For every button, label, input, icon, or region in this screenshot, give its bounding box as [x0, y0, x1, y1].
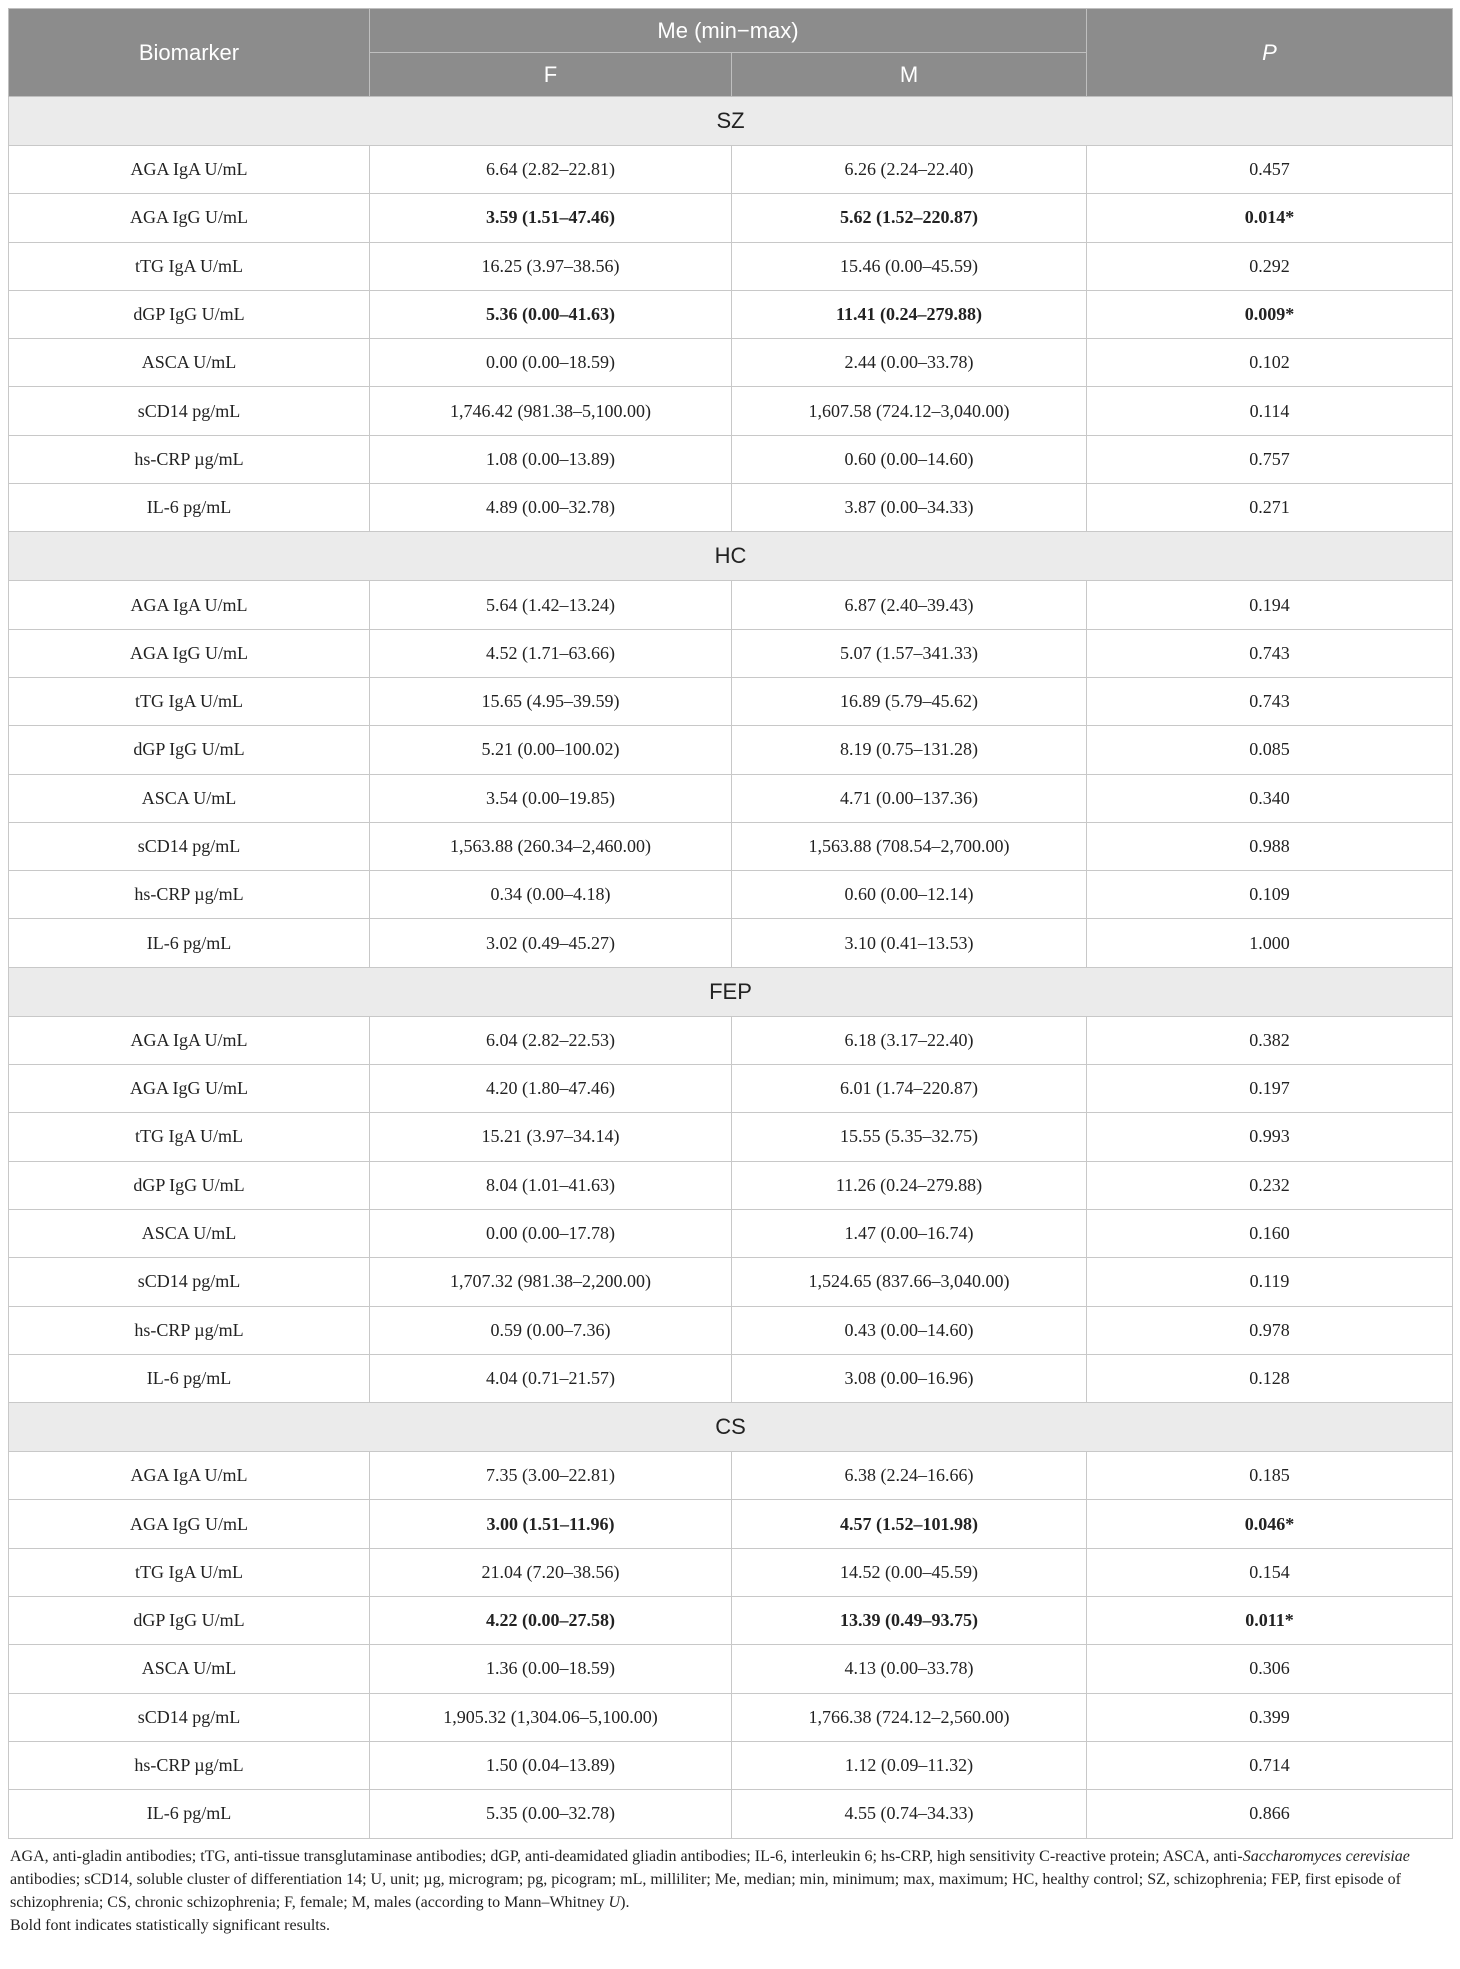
- female-value-cell: 0.00 (0.00–17.78): [370, 1209, 732, 1257]
- p-value-cell: 1.000: [1087, 919, 1453, 967]
- p-value-cell: 0.011*: [1087, 1597, 1453, 1645]
- female-value-cell: 5.64 (1.42–13.24): [370, 581, 732, 629]
- male-value-cell: 1.12 (0.09–11.32): [732, 1741, 1087, 1789]
- table-row: [9, 484, 1453, 532]
- p-value-cell: 0.340: [1087, 774, 1453, 822]
- p-value-cell: 0.160: [1087, 1209, 1453, 1257]
- footnote-text-1: AGA, anti-gladin antibodies; tTG, anti-tissue transglutaminase antibodies; dGP, anti-deamidated gliadin antibodies; IL-6, interleukin 6; hs-CRP, high sensitivity C-reactive protein; ASCA, anti-: [10, 1847, 1243, 1865]
- biomarker-cell: IL-6 pg/mL: [9, 1354, 370, 1402]
- table-row: [9, 677, 1453, 725]
- group-label: SZ: [9, 97, 1453, 146]
- p-value-cell: 0.743: [1087, 677, 1453, 725]
- male-value-cell: 14.52 (0.00–45.59): [732, 1548, 1087, 1596]
- p-value-cell: 0.194: [1087, 581, 1453, 629]
- biomarker-cell: sCD14 pg/mL: [9, 387, 370, 435]
- table-row: [9, 1693, 1453, 1741]
- table-row: [9, 1016, 1453, 1064]
- biomarker-cell: IL-6 pg/mL: [9, 919, 370, 967]
- group-row-fep: [9, 967, 1453, 1016]
- biomarker-cell: tTG IgA U/mL: [9, 242, 370, 290]
- table-row: [9, 387, 1453, 435]
- table-row: [9, 1161, 1453, 1209]
- female-value-cell: 6.64 (2.82–22.81): [370, 146, 732, 194]
- female-value-cell: 1.08 (0.00–13.89): [370, 435, 732, 483]
- male-value-cell: 6.87 (2.40–39.43): [732, 581, 1087, 629]
- biomarker-cell: sCD14 pg/mL: [9, 1693, 370, 1741]
- female-value-cell: 4.52 (1.71–63.66): [370, 629, 732, 677]
- biomarker-cell: ASCA U/mL: [9, 774, 370, 822]
- female-value-cell: 6.04 (2.82–22.53): [370, 1016, 732, 1064]
- header-me-range: Me (min−max): [370, 9, 1087, 53]
- footnote-text-3: ).: [620, 1893, 630, 1911]
- p-value-cell: 0.119: [1087, 1258, 1453, 1306]
- female-value-cell: 1.36 (0.00–18.59): [370, 1645, 732, 1693]
- biomarker-cell: AGA IgG U/mL: [9, 194, 370, 242]
- male-value-cell: 8.19 (0.75–131.28): [732, 726, 1087, 774]
- p-value-cell: 0.382: [1087, 1016, 1453, 1064]
- male-value-cell: 1,607.58 (724.12–3,040.00): [732, 387, 1087, 435]
- table-row: [9, 1548, 1453, 1596]
- male-value-cell: 5.07 (1.57–341.33): [732, 629, 1087, 677]
- table-row: [9, 242, 1453, 290]
- p-value-cell: 0.085: [1087, 726, 1453, 774]
- table-row: [9, 339, 1453, 387]
- header-male: M: [732, 53, 1087, 97]
- footnote-italic-u: U: [608, 1893, 621, 1911]
- female-value-cell: 1,563.88 (260.34–2,460.00): [370, 822, 732, 870]
- female-value-cell: 0.00 (0.00–18.59): [370, 339, 732, 387]
- p-value-cell: 0.306: [1087, 1645, 1453, 1693]
- table-row: [9, 435, 1453, 483]
- table-row: [9, 1354, 1453, 1402]
- male-value-cell: 6.38 (2.24–16.66): [732, 1452, 1087, 1500]
- table-row: [9, 1209, 1453, 1257]
- male-value-cell: 11.41 (0.24–279.88): [732, 290, 1087, 338]
- table-row: [9, 146, 1453, 194]
- biomarker-cell: IL-6 pg/mL: [9, 1790, 370, 1838]
- p-value-cell: 0.292: [1087, 242, 1453, 290]
- p-value-cell: 0.757: [1087, 435, 1453, 483]
- biomarker-cell: tTG IgA U/mL: [9, 1548, 370, 1596]
- female-value-cell: 15.65 (4.95–39.59): [370, 677, 732, 725]
- biomarker-cell: tTG IgA U/mL: [9, 1113, 370, 1161]
- male-value-cell: 4.57 (1.52–101.98): [732, 1500, 1087, 1548]
- male-value-cell: 6.18 (3.17–22.40): [732, 1016, 1087, 1064]
- biomarker-table-container: [8, 8, 1452, 1937]
- group-row-sz: [9, 97, 1453, 146]
- female-value-cell: 4.89 (0.00–32.78): [370, 484, 732, 532]
- table-row: [9, 1306, 1453, 1354]
- female-value-cell: 4.04 (0.71–21.57): [370, 1354, 732, 1402]
- male-value-cell: 1,563.88 (708.54–2,700.00): [732, 822, 1087, 870]
- biomarker-cell: IL-6 pg/mL: [9, 484, 370, 532]
- biomarker-cell: sCD14 pg/mL: [9, 1258, 370, 1306]
- table-row: [9, 1741, 1453, 1789]
- biomarker-cell: AGA IgA U/mL: [9, 146, 370, 194]
- male-value-cell: 6.26 (2.24–22.40): [732, 146, 1087, 194]
- group-label: FEP: [9, 967, 1453, 1016]
- female-value-cell: 15.21 (3.97–34.14): [370, 1113, 732, 1161]
- table-body: [9, 97, 1453, 1839]
- female-value-cell: 16.25 (3.97–38.56): [370, 242, 732, 290]
- table-row: [9, 822, 1453, 870]
- biomarker-cell: ASCA U/mL: [9, 1645, 370, 1693]
- table-row: [9, 1645, 1453, 1693]
- male-value-cell: 3.87 (0.00–34.33): [732, 484, 1087, 532]
- header-biomarker: Biomarker: [9, 9, 370, 97]
- male-value-cell: 0.60 (0.00–14.60): [732, 435, 1087, 483]
- table-row: [9, 1258, 1453, 1306]
- male-value-cell: 4.13 (0.00–33.78): [732, 1645, 1087, 1693]
- p-value-cell: 0.866: [1087, 1790, 1453, 1838]
- male-value-cell: 15.46 (0.00–45.59): [732, 242, 1087, 290]
- table-row: [9, 1065, 1453, 1113]
- group-label: CS: [9, 1403, 1453, 1452]
- male-value-cell: 4.71 (0.00–137.36): [732, 774, 1087, 822]
- p-value-cell: 0.993: [1087, 1113, 1453, 1161]
- male-value-cell: 4.55 (0.74–34.33): [732, 1790, 1087, 1838]
- biomarker-cell: AGA IgA U/mL: [9, 1452, 370, 1500]
- biomarker-cell: AGA IgG U/mL: [9, 1500, 370, 1548]
- female-value-cell: 3.59 (1.51–47.46): [370, 194, 732, 242]
- biomarker-cell: dGP IgG U/mL: [9, 1161, 370, 1209]
- group-row-hc: [9, 532, 1453, 581]
- female-value-cell: 5.21 (0.00–100.02): [370, 726, 732, 774]
- female-value-cell: 5.36 (0.00–41.63): [370, 290, 732, 338]
- biomarker-cell: hs-CRP µg/mL: [9, 1306, 370, 1354]
- male-value-cell: 1,524.65 (837.66–3,040.00): [732, 1258, 1087, 1306]
- male-value-cell: 11.26 (0.24–279.88): [732, 1161, 1087, 1209]
- p-value-cell: 0.271: [1087, 484, 1453, 532]
- table-row: [9, 871, 1453, 919]
- table-footnote: [8, 1845, 1452, 1937]
- male-value-cell: 13.39 (0.49–93.75): [732, 1597, 1087, 1645]
- p-value-cell: 0.197: [1087, 1065, 1453, 1113]
- footnote-abbreviations: [10, 1845, 1452, 1914]
- p-value-cell: 0.185: [1087, 1452, 1453, 1500]
- group-label: HC: [9, 532, 1453, 581]
- female-value-cell: 0.59 (0.00–7.36): [370, 1306, 732, 1354]
- female-value-cell: 1,707.32 (981.38–2,200.00): [370, 1258, 732, 1306]
- p-value-cell: 0.154: [1087, 1548, 1453, 1596]
- female-value-cell: 1,905.32 (1,304.06–5,100.00): [370, 1693, 732, 1741]
- male-value-cell: 5.62 (1.52–220.87): [732, 194, 1087, 242]
- biomarker-cell: hs-CRP µg/mL: [9, 1741, 370, 1789]
- p-value-cell: 0.009*: [1087, 290, 1453, 338]
- table-row: [9, 774, 1453, 822]
- male-value-cell: 0.43 (0.00–14.60): [732, 1306, 1087, 1354]
- p-value-cell: 0.232: [1087, 1161, 1453, 1209]
- male-value-cell: 0.60 (0.00–12.14): [732, 871, 1087, 919]
- biomarker-cell: dGP IgG U/mL: [9, 290, 370, 338]
- table-row: [9, 1500, 1453, 1548]
- male-value-cell: 3.08 (0.00–16.96): [732, 1354, 1087, 1402]
- female-value-cell: 4.20 (1.80–47.46): [370, 1065, 732, 1113]
- p-value-cell: 0.102: [1087, 339, 1453, 387]
- footnote-text-2: antibodies; sCD14, soluble cluster of differentiation 14; U, unit; µg, microgram; pg, picogram; mL, milliliter; Me, median; min, minimum; max, maximum; HC, healthy control; SZ, schizophrenia; FEP, first episode of schizophrenia; CS, chronic schizophrenia; F, female; M, males (according to Mann–Whitney: [10, 1870, 1401, 1911]
- biomarker-table: [8, 8, 1453, 1839]
- footnote-italic-species: Saccharomyces cerevisiae: [1242, 1847, 1410, 1865]
- male-value-cell: 1.47 (0.00–16.74): [732, 1209, 1087, 1257]
- biomarker-cell: AGA IgA U/mL: [9, 1016, 370, 1064]
- biomarker-cell: ASCA U/mL: [9, 1209, 370, 1257]
- female-value-cell: 3.02 (0.49–45.27): [370, 919, 732, 967]
- p-value-cell: 0.109: [1087, 871, 1453, 919]
- biomarker-cell: hs-CRP µg/mL: [9, 871, 370, 919]
- biomarker-cell: hs-CRP µg/mL: [9, 435, 370, 483]
- p-value-cell: 0.114: [1087, 387, 1453, 435]
- table-row: [9, 290, 1453, 338]
- biomarker-cell: AGA IgG U/mL: [9, 1065, 370, 1113]
- p-value-cell: 0.399: [1087, 1693, 1453, 1741]
- p-value-cell: 0.046*: [1087, 1500, 1453, 1548]
- male-value-cell: 16.89 (5.79–45.62): [732, 677, 1087, 725]
- male-value-cell: 1,766.38 (724.12–2,560.00): [732, 1693, 1087, 1741]
- male-value-cell: 6.01 (1.74–220.87): [732, 1065, 1087, 1113]
- group-row-cs: [9, 1403, 1453, 1452]
- p-value-cell: 0.457: [1087, 146, 1453, 194]
- biomarker-cell: AGA IgG U/mL: [9, 629, 370, 677]
- p-value-cell: 0.014*: [1087, 194, 1453, 242]
- p-value-cell: 0.128: [1087, 1354, 1453, 1402]
- male-value-cell: 15.55 (5.35–32.75): [732, 1113, 1087, 1161]
- female-value-cell: 21.04 (7.20–38.56): [370, 1548, 732, 1596]
- biomarker-cell: dGP IgG U/mL: [9, 1597, 370, 1645]
- p-value-cell: 0.978: [1087, 1306, 1453, 1354]
- biomarker-cell: dGP IgG U/mL: [9, 726, 370, 774]
- table-row: [9, 1113, 1453, 1161]
- table-header: [9, 9, 1453, 97]
- header-p-value: P: [1087, 9, 1453, 97]
- female-value-cell: 7.35 (3.00–22.81): [370, 1452, 732, 1500]
- table-row: [9, 1452, 1453, 1500]
- table-row: [9, 726, 1453, 774]
- female-value-cell: 8.04 (1.01–41.63): [370, 1161, 732, 1209]
- p-value-cell: 0.714: [1087, 1741, 1453, 1789]
- table-row: [9, 194, 1453, 242]
- female-value-cell: 3.00 (1.51–11.96): [370, 1500, 732, 1548]
- footnote-bold-note: Bold font indicates statistically significant results.: [10, 1916, 330, 1934]
- female-value-cell: 3.54 (0.00–19.85): [370, 774, 732, 822]
- p-value-cell: 0.743: [1087, 629, 1453, 677]
- biomarker-cell: AGA IgA U/mL: [9, 581, 370, 629]
- p-value-cell: 0.988: [1087, 822, 1453, 870]
- table-row: [9, 1790, 1453, 1838]
- biomarker-cell: ASCA U/mL: [9, 339, 370, 387]
- table-row: [9, 919, 1453, 967]
- female-value-cell: 5.35 (0.00–32.78): [370, 1790, 732, 1838]
- male-value-cell: 2.44 (0.00–33.78): [732, 339, 1087, 387]
- biomarker-cell: tTG IgA U/mL: [9, 677, 370, 725]
- header-female: F: [370, 53, 732, 97]
- male-value-cell: 3.10 (0.41–13.53): [732, 919, 1087, 967]
- table-row: [9, 629, 1453, 677]
- table-row: [9, 581, 1453, 629]
- female-value-cell: 4.22 (0.00–27.58): [370, 1597, 732, 1645]
- biomarker-cell: sCD14 pg/mL: [9, 822, 370, 870]
- table-row: [9, 1597, 1453, 1645]
- female-value-cell: 1.50 (0.04–13.89): [370, 1741, 732, 1789]
- female-value-cell: 0.34 (0.00–4.18): [370, 871, 732, 919]
- female-value-cell: 1,746.42 (981.38–5,100.00): [370, 387, 732, 435]
